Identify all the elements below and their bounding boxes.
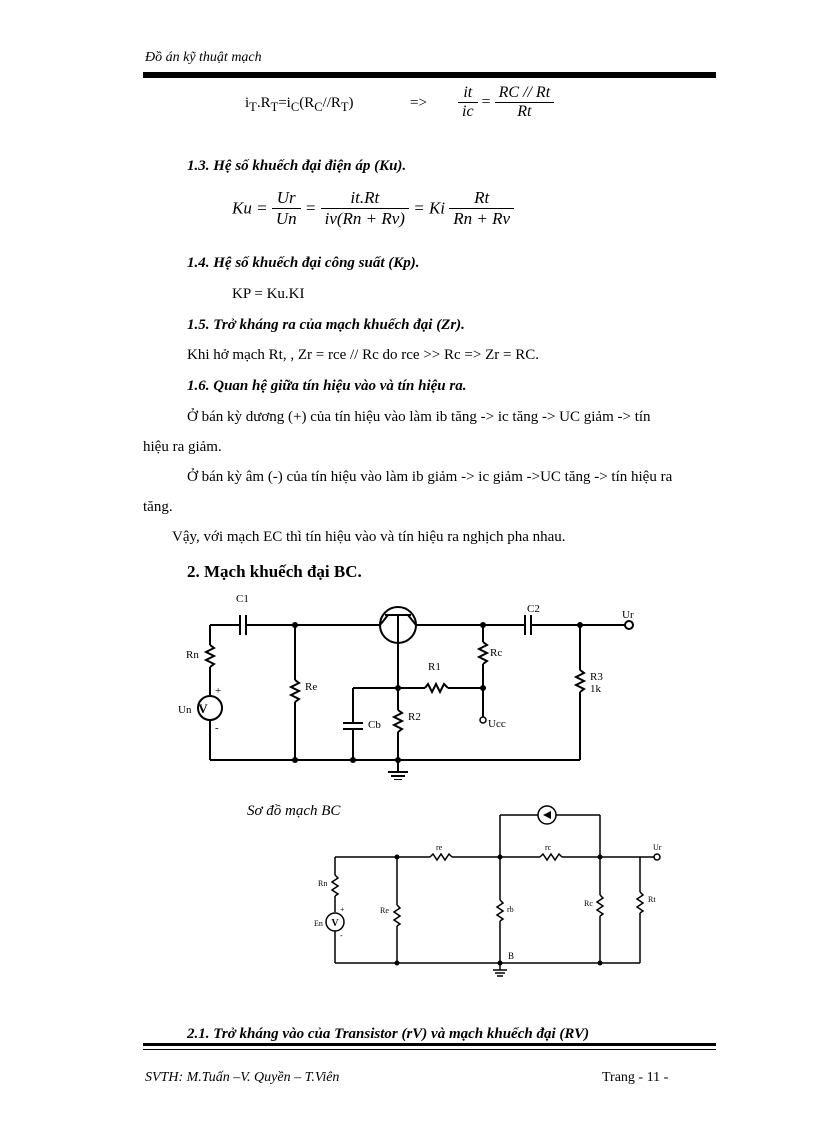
eq-top xyxy=(245,95,354,115)
b-node-label: B xyxy=(508,951,515,961)
eq-ku-ku: Ku xyxy=(232,198,252,218)
c1-label: C1 xyxy=(236,593,249,605)
footer-authors: SVTH: M.Tuấn –V. Quyền – T.Viên xyxy=(145,1070,340,1085)
eq-top-den-right: Rt xyxy=(517,103,532,120)
un-minus: - xyxy=(215,722,219,734)
eq-top-num-left: it xyxy=(458,84,478,103)
sec14-formula: KP = Ku.KI xyxy=(232,286,305,302)
sec15-title: 1.5. Trở kháng ra của mạch khuếch đại (Zr). xyxy=(187,317,465,333)
footer-rule-thick xyxy=(143,1043,716,1046)
rb-label: rb xyxy=(507,905,514,914)
sec16-p2b: tăng. xyxy=(143,499,173,515)
rn2-label: Rn xyxy=(318,879,328,888)
eq-ku-f3-den: Rn + Rv xyxy=(453,209,511,228)
sec16-p1b: hiệu ra giảm. xyxy=(143,439,222,455)
c2-label: C2 xyxy=(527,603,540,615)
voltage-source-icon: V xyxy=(331,918,339,929)
sec21-title: 2.1. Trở kháng vào của Transistor (rV) và mạch khuếch đại (RV) xyxy=(187,1026,590,1042)
en-plus: + xyxy=(340,905,345,914)
bc-amplifier-circuit xyxy=(170,590,650,780)
r3-label: R3 xyxy=(590,671,603,683)
re2-label: Re xyxy=(380,906,389,915)
header-rule xyxy=(143,72,716,78)
eq-top-num-right: RC // Rt xyxy=(495,84,555,103)
un-label: Un xyxy=(178,704,192,716)
sec16-p3: Vậy, với mạch EC thì tín hiệu vào và tín hiệu ra nghịch pha nhau. xyxy=(172,529,566,545)
rc-label: Rc xyxy=(490,647,503,659)
bc-equivalent-circuit xyxy=(310,800,670,985)
ucc-label: Ucc xyxy=(488,718,506,730)
eq-top-arrow: => xyxy=(410,95,427,111)
eq-top-lhs: $i_T.R_T=i_C(R_C//R_T)$ xyxy=(245,95,354,114)
cb-label: Cb xyxy=(368,719,381,731)
sec13-title: 1.3. Hệ số khuếch đại điện áp (Ku). xyxy=(187,158,407,174)
un-plus: + xyxy=(215,685,222,697)
footer-page: Trang - 11 - xyxy=(602,1070,669,1085)
eq-top-den-left: ic xyxy=(462,103,474,120)
sec16-p1a: Ở bán kỳ dương (+) của tín hiệu vào làm ib tăng -> ic tăng -> UC giảm -> tín xyxy=(187,409,651,425)
voltmeter-icon: V xyxy=(198,701,208,716)
eq-ku-f2-den: iv(Rn + Rv) xyxy=(324,209,405,228)
rc2-label: Rc xyxy=(584,899,593,908)
eq-ku-f1-den: Un xyxy=(275,209,297,228)
eq-ku-ki: = Ki xyxy=(413,198,446,218)
re-left-label: Re xyxy=(305,681,318,693)
r1-label: R1 xyxy=(428,661,441,673)
r3-value: 1k xyxy=(590,683,601,695)
en-label: En xyxy=(314,919,323,928)
sec16-p2a: Ở bán kỳ âm (-) của tín hiệu vào làm ib giảm -> ic giảm ->UC tăng -> tín hiệu ra xyxy=(187,469,673,485)
footer-rule-thin xyxy=(143,1049,716,1050)
r2-label: R2 xyxy=(408,711,421,723)
eq-ku-f3-num: Rt xyxy=(449,188,514,209)
sec15-line: Khi hở mạch Rt, , Zr = rce // Rc do rce >> Rc => Zr = RC. xyxy=(187,347,539,363)
sec16-title: 1.6. Quan hệ giữa tín hiệu vào và tín hiệu ra. xyxy=(187,378,467,394)
en-minus: - xyxy=(340,931,343,940)
rt-label: Rt xyxy=(648,895,656,904)
circuit-caption: Sơ đồ mạch BC xyxy=(247,803,341,819)
rn-label: Rn xyxy=(186,649,199,661)
eq-ku-f1-num: Ur xyxy=(272,188,301,209)
sec14-title: 1.4. Hệ số khuếch đại công suất (Kp). xyxy=(187,255,420,271)
eq-ku: Ku = $\frac{Ur}{Un}$ = $\frac{it.Rt}{iv(Rn + Rv)}$ = Ki $\frac{Rt}{Rn + Rv}$ xyxy=(232,188,514,229)
ur-label: Ur xyxy=(622,609,634,621)
header-title: Đồ án kỹ thuật mạch xyxy=(145,50,262,65)
rc-small-label: rc xyxy=(545,843,552,852)
re-small-label: re xyxy=(436,843,443,852)
sec2-title: 2. Mạch khuếch đại BC. xyxy=(187,562,362,581)
eq-ku-f2-num: it.Rt xyxy=(321,188,409,209)
ur2-label: Ur xyxy=(653,843,662,852)
eq-top-fractions: $\frac{it}{ic}$ = $\frac{RC // Rt}{Rt}$ xyxy=(458,84,554,121)
